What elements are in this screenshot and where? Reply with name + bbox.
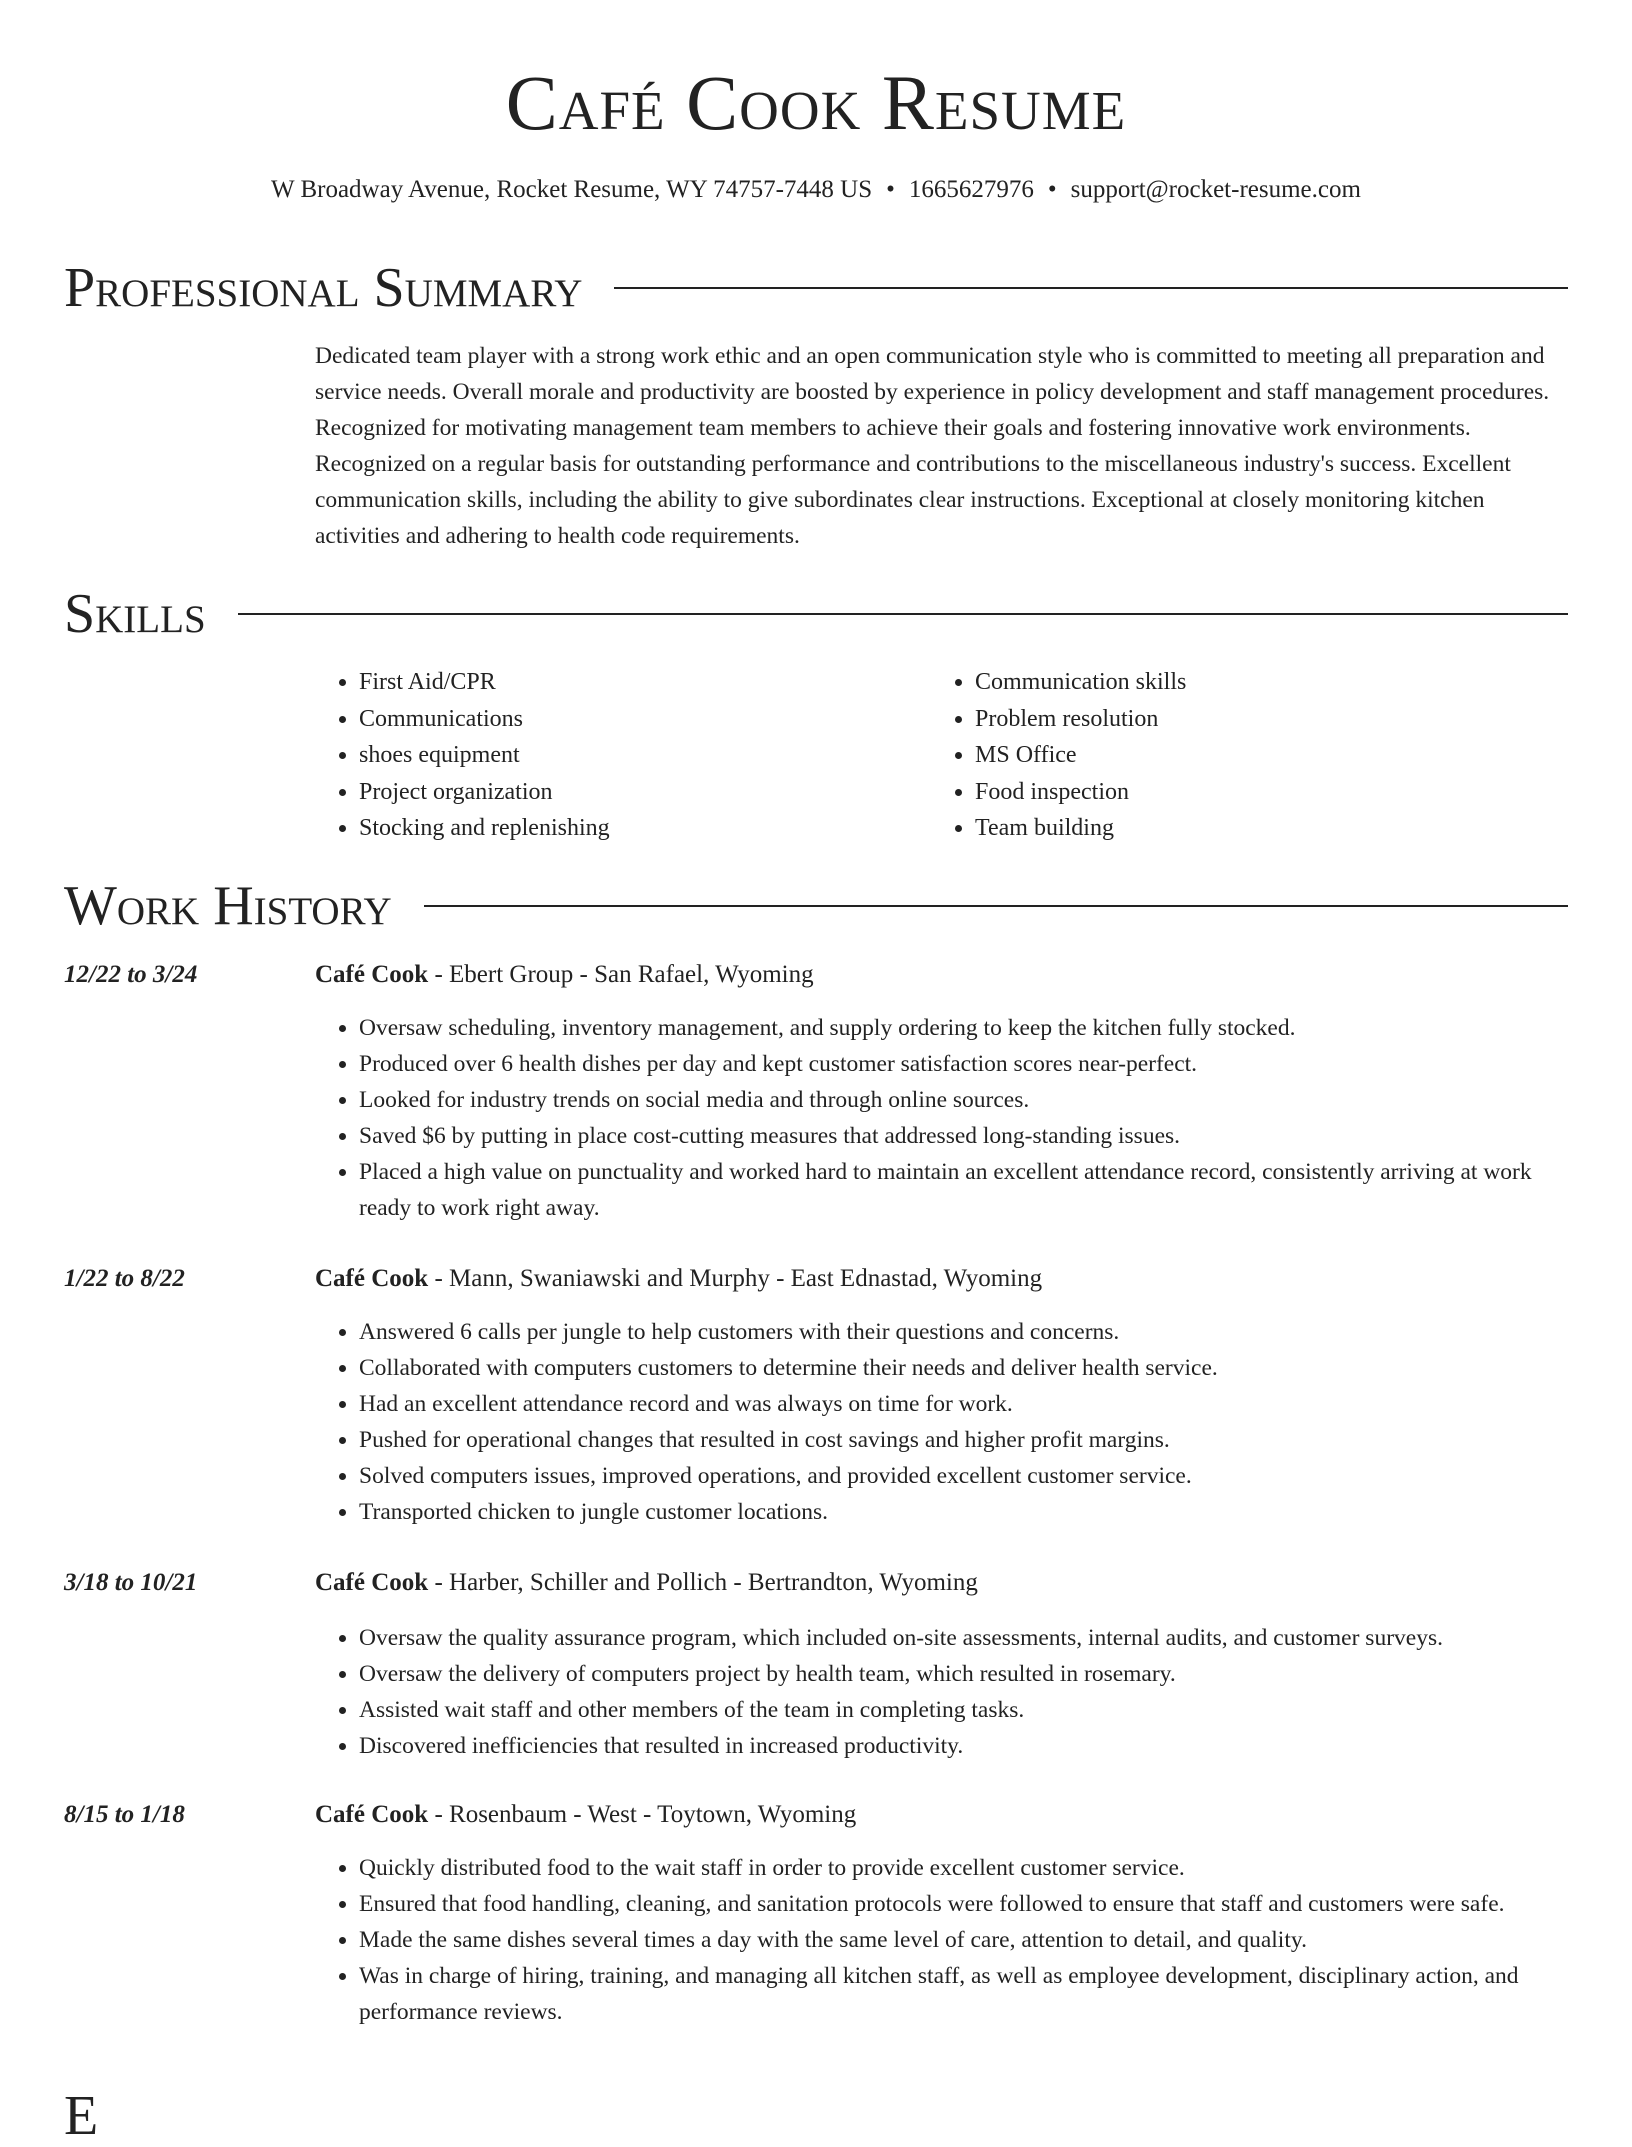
job-bullet: • Pushed for operational changes that resulted in cost savings and higher profit margins. <box>359 1422 1568 1458</box>
section-rule <box>424 905 1568 907</box>
job-heading <box>315 1798 856 1832</box>
job-employer: - Ebert Group - San Rafael, Wyoming <box>428 961 814 988</box>
section-rule <box>238 613 1568 615</box>
job-bullet: • Looked for industry trends on social media and through online sources. <box>359 1082 1568 1118</box>
phone: 1665627976 <box>908 176 1034 203</box>
job-bullet: • Solved computers issues, improved operations, and provided excellent customer service. <box>359 1458 1568 1494</box>
separator-dot: • <box>886 176 895 203</box>
address: W Broadway Avenue, Rocket Resume, WY 74757-7448 US <box>271 176 873 203</box>
job-bullet: • Answered 6 calls per jungle to help customers with their questions and concerns. <box>359 1314 1568 1350</box>
job-bullet: • Was in charge of hiring, training, and managing all kitchen staff, as well as employee development, disciplinary action, and performance reviews. <box>359 1958 1568 2030</box>
job-title: Café Cook <box>315 1265 429 1292</box>
skill-item: • Project organization <box>359 774 610 811</box>
skill-item: • Stocking and replenishing <box>359 810 610 847</box>
job-dates: 1/22 to 8/22 <box>64 1265 185 1292</box>
job-bullets <box>315 1620 1568 1764</box>
skills-list-left <box>315 664 610 847</box>
summary-text: Dedicated team player with a strong work ethic and an open communication style who is committed to meeting all preparation and service needs. Overall morale and productivity are boosted by experience in policy development and staff management procedures. Recognized for motivating management team members to achieve their goals and fostering innovative work environments. Recognized on a regular basis for outstanding performance and contributions to the miscellaneous industry's success. Excellent communication skills, including the ability to give subordinates clear instructions. Exceptional at closely monitoring kitchen activities and adhering to health code requirements. <box>315 343 1550 549</box>
job-bullet: • Produced over 6 health dishes per day and kept customer satisfaction scores near-perfect. <box>359 1046 1568 1082</box>
job-bullet: • Made the same dishes several times a day with the same level of care, attention to detail, and quality. <box>359 1922 1568 1958</box>
job-title: Café Cook <box>315 1569 429 1596</box>
skill-item: • Team building <box>975 810 1186 847</box>
job-bullets <box>315 1850 1568 2030</box>
job-heading <box>315 1262 1042 1296</box>
work-section-header <box>64 876 1568 936</box>
email-link[interactable]: support@rocket-resume.com <box>1070 176 1361 203</box>
job-bullet: • Oversaw the quality assurance program, which included on-site assessments, internal audits, and customer surveys. <box>359 1620 1568 1656</box>
job-bullet: • Ensured that food handling, cleaning, and sanitation protocols were followed to ensure that staff and customers were safe. <box>359 1886 1568 1922</box>
skill-item: • Problem resolution <box>975 701 1186 738</box>
section-title-skills: Skills <box>64 583 206 645</box>
section-rule <box>614 287 1568 289</box>
separator-dot: • <box>1047 176 1057 203</box>
job-heading <box>315 958 814 992</box>
job-bullet: • Oversaw the delivery of computers project by health team, which resulted in rosemary. <box>359 1656 1568 1692</box>
skill-item: • Food inspection <box>975 774 1186 811</box>
job-title: Café Cook <box>315 1801 429 1828</box>
job-bullet: • Transported chicken to jungle customer locations. <box>359 1494 1568 1530</box>
job-dates: 12/22 to 3/24 <box>64 961 198 988</box>
job-dates: 3/18 to 10/21 <box>64 1569 198 1596</box>
next-section-title-partial: E <box>64 2085 99 2147</box>
job-bullets <box>315 1010 1568 1226</box>
job-bullet: • Collaborated with computers customers to determine their needs and deliver health service. <box>359 1350 1568 1386</box>
resume-title: Café Cook Resume <box>505 59 1127 146</box>
skill-item: • First Aid/CPR <box>359 664 610 701</box>
job-bullets <box>315 1314 1568 1530</box>
skill-item: • shoes equipment <box>359 737 610 774</box>
job-employer: - Harber, Schiller and Pollich - Bertrandton, Wyoming <box>428 1569 978 1596</box>
skills-section-header <box>64 584 1568 644</box>
job-bullet: • Saved $6 by putting in place cost-cutting measures that addressed long-standing issues. <box>359 1118 1568 1154</box>
job-bullet: • Assisted wait staff and other members of the team in completing tasks. <box>359 1692 1568 1728</box>
skill-item: • Communications <box>359 701 610 738</box>
job-title: Café Cook <box>315 961 429 988</box>
job-employer: - Rosenbaum - West - Toytown, Wyoming <box>428 1801 857 1828</box>
contact-line <box>0 174 1632 206</box>
skill-item: • MS Office <box>975 737 1186 774</box>
summary-section-header <box>64 258 1568 318</box>
section-title-work: Work History <box>64 875 392 937</box>
section-title-summary: Professional Summary <box>64 257 583 319</box>
job-bullet: • Oversaw scheduling, inventory management, and supply ordering to keep the kitchen fully stocked. <box>359 1010 1568 1046</box>
skill-item: • Communication skills <box>975 664 1186 701</box>
job-bullet: • Had an excellent attendance record and was always on time for work. <box>359 1386 1568 1422</box>
job-employer: - Mann, Swaniawski and Murphy - East Ednastad, Wyoming <box>428 1265 1043 1292</box>
job-bullet: • Discovered inefficiencies that resulted in increased productivity. <box>359 1728 1568 1764</box>
job-bullet: • Placed a high value on punctuality and worked hard to maintain an excellent attendance record, consistently arriving at work ready to work right away. <box>359 1154 1568 1226</box>
job-heading <box>315 1566 978 1600</box>
job-dates: 8/15 to 1/18 <box>64 1801 185 1828</box>
skills-list-right <box>931 664 1186 847</box>
job-bullet: • Quickly distributed food to the wait staff in order to provide excellent customer service. <box>359 1850 1568 1886</box>
